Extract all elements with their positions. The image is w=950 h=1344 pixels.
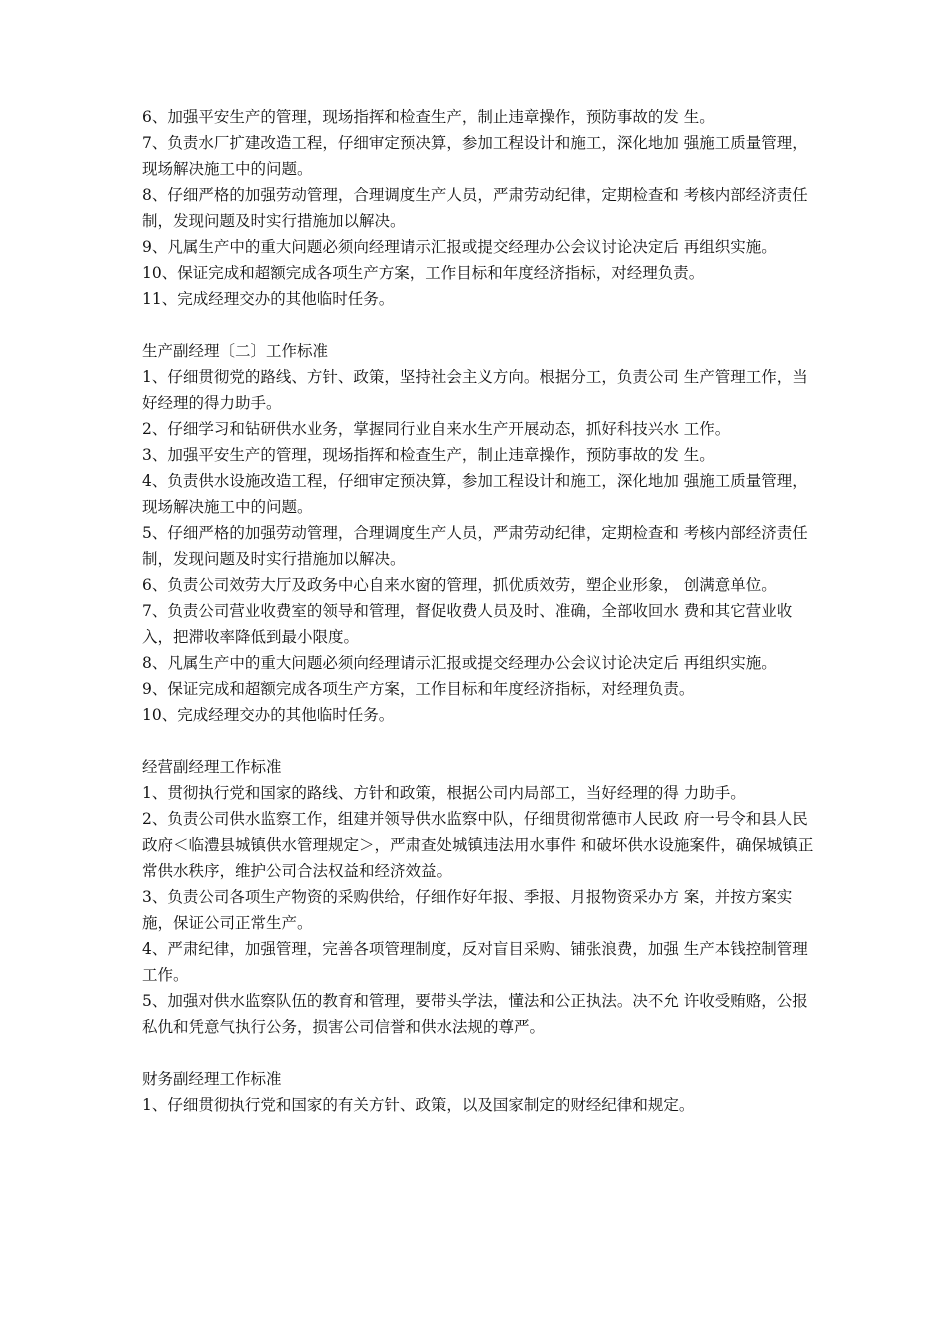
- list-item: 4、严肃纪律，加强管理，完善各项管理制度，反对盲目采购、铺张浪费，加强 生产本钱控制管理工作。: [142, 940, 808, 984]
- list-item: 9、保证完成和超额完成各项生产方案，工作目标和年度经济指标，对经理负责。: [142, 680, 695, 698]
- list-item: 7、负责公司营业收费室的领导和管理，督促收费人员及时、准确，全部收回水 费和其它营业收入，把滞收率降低到最小限度。: [142, 602, 793, 646]
- list-item: 3、加强平安生产的管理，现场指挥和检查生产，制止违章操作，预防事故的发 生。: [142, 446, 715, 464]
- section-operations-vice-manager: [142, 754, 822, 1040]
- list-item: 6、负责公司效劳大厅及政务中心自来水窗的管理，抓优质效劳，塑企业形象， 创满意单位。: [142, 576, 777, 594]
- list-item: 2、仔细学习和钻研供水业务，掌握同行业自来水生产开展动态，抓好科技兴水 工作。: [142, 420, 731, 438]
- list-item: 8、凡属生产中的重大问题必须向经理请示汇报或提交经理办公会议讨论决定后 再组织实施。: [142, 654, 777, 672]
- list-item: 3、负责公司各项生产物资的采购供给，仔细作好年报、季报、月报物资采办方 案，并按方案实施，保证公司正常生产。: [142, 888, 793, 932]
- list-item: 8、仔细严格的加强劳动管理，合理调度生产人员，严肃劳动纪律，定期检查和 考核内部经济责任制，发现问题及时实行措施加以解决。: [142, 186, 808, 230]
- list-item: 6、加强平安生产的管理，现场指挥和检查生产，制止违章操作，预防事故的发 生。: [142, 108, 715, 126]
- section-production-vice-manager-2: [142, 338, 822, 728]
- list-item: 5、仔细严格的加强劳动管理，合理调度生产人员，严肃劳动纪律，定期检查和 考核内部经济责任制，发现问题及时实行措施加以解决。: [142, 524, 808, 568]
- list-item: 11、完成经理交办的其他临时任务。: [142, 290, 395, 308]
- list-item: 2、负责公司供水监察工作，组建并领导供水监察中队，仔细贯彻常德市人民政 府一号令和县人民政府＜临澧县城镇供水管理规定＞，严肃查处城镇违法用水事件 和破坏供水设施案件，确保城镇正常供水秩序，维护公司合法权益和经济效益。: [142, 810, 814, 880]
- section-heading: 经营副经理工作标准: [142, 758, 282, 776]
- list-item: 1、仔细贯彻执行党和国家的有关方针、政策，以及国家制定的财经纪律和规定。: [142, 1096, 695, 1114]
- list-item: 1、贯彻执行党和国家的路线、方针和政策，根据公司内局部工，当好经理的得 力助手。: [142, 784, 746, 802]
- section-heading: 财务副经理工作标准: [142, 1070, 282, 1088]
- list-item: 5、加强对供水监察队伍的教育和管理，要带头学法，懂法和公正执法。决不允 许收受贿赂，公报私仇和凭意气执行公务，损害公司信誉和供水法规的尊严。: [142, 992, 808, 1036]
- list-item: 10、保证完成和超额完成各项生产方案，工作目标和年度经济指标，对经理负责。: [142, 264, 705, 282]
- section-production-continued: [142, 104, 822, 312]
- list-item: 10、完成经理交办的其他临时任务。: [142, 706, 395, 724]
- section-heading: 生产副经理〔二〕工作标准: [142, 342, 329, 360]
- list-item: 4、负责供水设施改造工程，仔细审定预决算，参加工程设计和施工，深化地加 强施工质量管理，现场解决施工中的问题。: [142, 472, 808, 516]
- list-item: 9、凡属生产中的重大问题必须向经理请示汇报或提交经理办公会议讨论决定后 再组织实施。: [142, 238, 777, 256]
- list-item: 7、负责水厂扩建改造工程，仔细审定预决算，参加工程设计和施工，深化地加 强施工质量管理，现场解决施工中的问题。: [142, 134, 808, 178]
- section-finance-vice-manager: [142, 1066, 822, 1118]
- list-item: 1、仔细贯彻党的路线、方针、政策，坚持社会主义方向。根据分工，负责公司 生产管理工作，当好经理的得力助手。: [142, 368, 808, 412]
- document-page: [142, 104, 822, 1118]
